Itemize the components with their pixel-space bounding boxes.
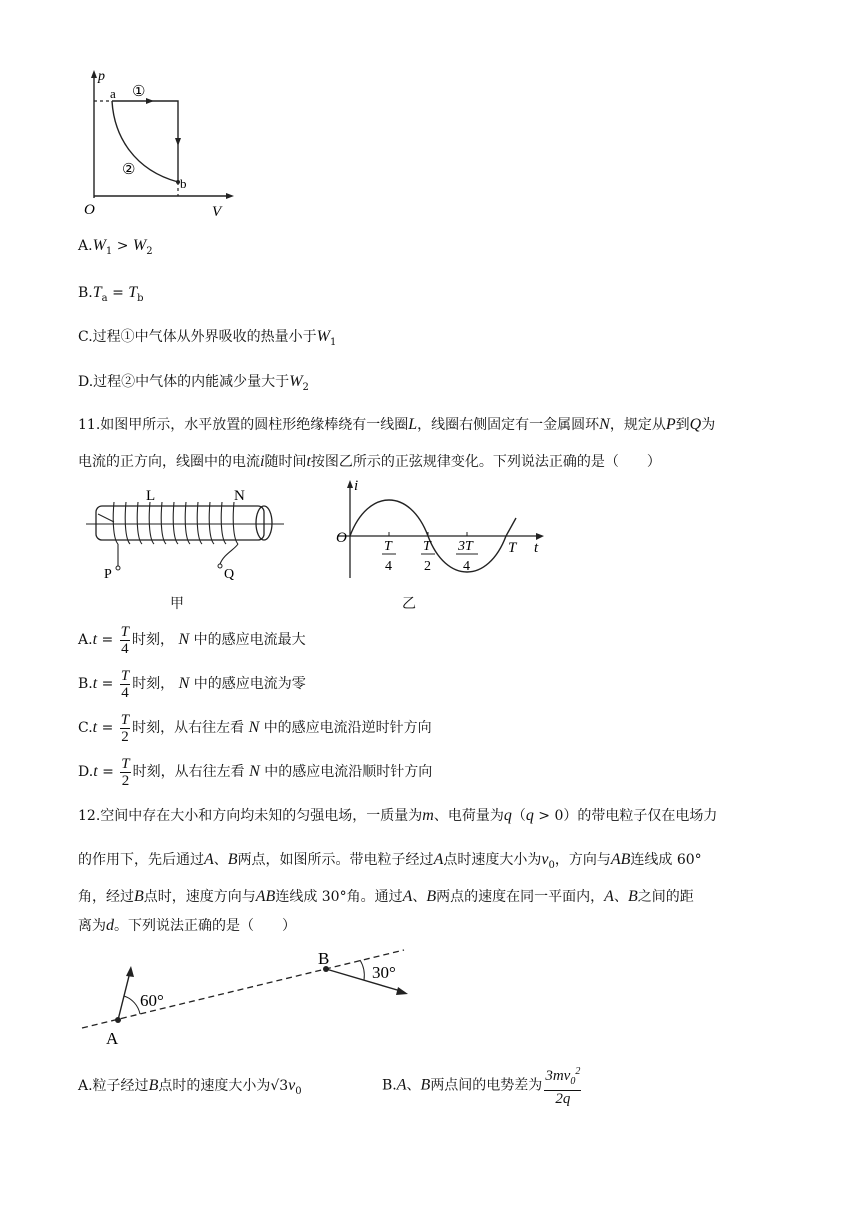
p-axis-label: p: [98, 69, 105, 84]
tick-t2-num: T: [423, 539, 431, 554]
terminal-label-p: P: [104, 567, 112, 582]
coil-label-l: L: [146, 488, 156, 504]
q10-option-b: $B.T_a = T_b$: [78, 284, 144, 304]
q11-option-d: D.t = $\frac{T}{2}$ 时刻，从右往左看 N 中的感应电流沿顺时针方向: [78, 755, 433, 789]
process-2-label: ②: [122, 162, 136, 178]
caption-jia: 甲: [170, 596, 184, 612]
caption-yi: 乙: [402, 596, 416, 612]
tick-t2-den: 2: [424, 559, 431, 574]
q11-stem-line2: 电流的正方向，线圈中的电流i随时间t按图乙所示的正弦规律变化。下列说法正确的是（ ）: [78, 453, 661, 470]
q12-stem-line2: 的作用下，先后通过A、B两点，如图所示。带电粒子经过A点时速度大小为$v_0$，方向与AB连线成 60°: [78, 851, 702, 871]
q12-stem-line1: 12.空间中存在大小和方向均未知的匀强电场，一质量为m、电荷量为q（q > 0）的带电粒子仅在电场力: [78, 807, 718, 824]
pv-diagram: [80, 66, 240, 222]
q10-option-a: $A.W_1 > W_2$: [78, 237, 153, 257]
terminal-label-q: Q: [224, 567, 235, 582]
angle-30-label: 30°: [372, 963, 396, 982]
q12-option-b: B.A、B两点间的电势差为 $\frac{3mv_0^2}{2q}$: [382, 1066, 581, 1107]
q12-option-a: A.粒子经过B点时的速度大小为$√3v_0$: [78, 1077, 302, 1097]
current-graph-yi: [330, 478, 550, 584]
ring-label-n: N: [234, 488, 245, 504]
point-b-label: B: [318, 949, 330, 968]
angle-60-label: 60°: [140, 991, 164, 1010]
q11-option-c: C.t = $\frac{T}{2}$ 时刻，从右往左看 N 中的感应电流沿逆时针方向: [78, 711, 432, 745]
q12-stem-line3: 角，经过B点时，速度方向与AB连线成 30°角。通过A、B两点的速度在同一平面内，A、B之间的距: [78, 888, 694, 905]
v-axis-label: V: [212, 204, 222, 220]
point-a-label: a: [110, 86, 116, 101]
point-a-label: A: [106, 1029, 119, 1048]
q11-stem-line1: 11.如图甲所示，水平放置的圆柱形绝缘棒绕有一线圈L，线圈右侧固定有一金属圆环N，规定从P到Q为: [78, 416, 716, 433]
particle-path-figure: [78, 944, 418, 1048]
q10-option-d: D.过程②中气体的内能减少量大于$W_2$: [78, 373, 309, 393]
q10-option-c: C.过程①中气体从外界吸收的热量小于$W_1$: [78, 328, 337, 348]
tick-t4-den: 4: [385, 559, 392, 574]
process-1-label: ①: [132, 84, 146, 100]
i-axis-label: i: [354, 478, 359, 494]
coil-figure-jia: [84, 484, 284, 584]
q12-stem-line4: 离为d。下列说法正确的是（ ）: [78, 917, 296, 934]
tick-3t4-den: 4: [463, 559, 470, 574]
origin-label: O: [84, 202, 95, 218]
q11-option-b: B.t = $\frac{T}{4}$ 时刻， N 中的感应电流为零: [78, 667, 306, 701]
tick-t-label: T: [508, 540, 517, 556]
origin-o-label: O: [336, 530, 347, 546]
point-b-label: b: [180, 176, 187, 191]
ab-dashed-line: [82, 950, 404, 1028]
q11-option-a: A.t = $\frac{T}{4}$ 时刻， N 中的感应电流最大: [78, 623, 306, 657]
t-axis-label: t: [534, 540, 539, 556]
tick-3t4-num: 3T: [458, 539, 473, 554]
tick-t4-num: T: [384, 539, 392, 554]
